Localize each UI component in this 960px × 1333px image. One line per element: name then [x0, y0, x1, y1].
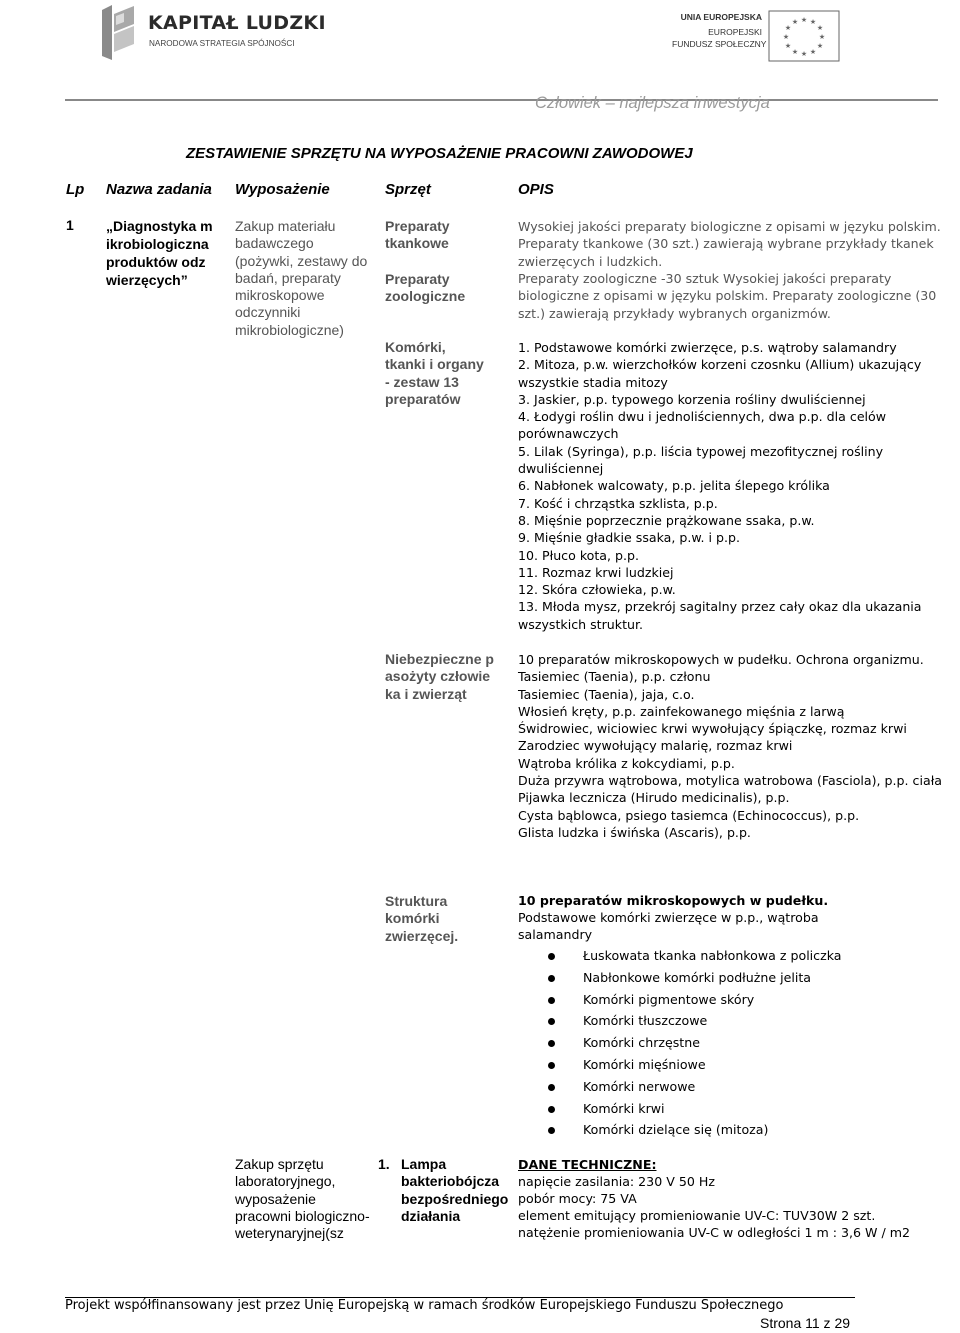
bullet-icon: [548, 1040, 555, 1047]
opis-pasozyty-list: [518, 651, 943, 841]
list-item: 12. Skóra człowieka, p.w.: [518, 582, 676, 598]
list-item: Łuskowata tkanka nabłonkowa z policzka: [518, 945, 943, 967]
list-item: 13. Młoda mysz, przekrój sagitalny przez cały okaz dla ukazania wszystkich struktur.: [518, 599, 922, 632]
row2-wyposazenie: Zakup sprzętu laboratoryjnego, wyposażenie pracowni biologiczno-weterynaryjnej(sz: [235, 1156, 370, 1242]
opis-tkankowe: Wysokiej jakości preparaty biologiczne z opisami w języku polskim. Preparaty tkankowe (30 szt.) zawierają wybrane przykłady tkanek zwierzęcych i ludzkich.: [518, 219, 941, 269]
header-lp: Lp: [66, 181, 85, 198]
svg-text:★: ★: [791, 48, 799, 56]
svg-text:★: ★: [818, 33, 826, 41]
row2-opis-line-2: pobór mocy: 75 VA: [518, 1191, 637, 1206]
svg-text:★: ★: [784, 24, 792, 32]
list-item: 10 preparatów mikroskopowych w pudełku. Ochrona organizmu.: [518, 652, 924, 667]
bullet-icon: [548, 953, 555, 960]
sprzet-tkankowe: Preparaty tkankowe: [385, 218, 450, 252]
kapital-ludzki-emblem-icon: [98, 2, 142, 64]
sprzet-komorki: Komórki, tkanki i organy - zestaw 13 preparatów: [385, 339, 484, 407]
list-item: Włosień kręty, p.p. zainfekowanego mięśnia z larwą: [518, 703, 845, 719]
list-item: Cysta bąblowca, psiego tasiemca (Echinococcus), p.p.: [518, 807, 860, 823]
opis-struktura-heading: 10 preparatów mikroskopowych w pudełku.: [518, 893, 829, 908]
header-opis: OPIS: [518, 181, 554, 198]
row1-lp: 1: [66, 217, 74, 233]
slogan: Człowiek – najlepsza inwestycja: [535, 94, 770, 112]
svg-text:★: ★: [809, 48, 817, 56]
list-item: 2. Mitoza, p.w. wierzchołków korzeni czosnku (Allium) ukazujący wszystkie stadia mitozy: [518, 357, 922, 390]
footer-text: Projekt współfinansowany jest przez Unię Europejską w ramach środków Europejskiego Funduszu Społecznego: [65, 1298, 784, 1313]
bullet-icon: [548, 1084, 555, 1091]
header-rule: [65, 99, 938, 101]
list-item: Glista ludzka i świńska (Ascaris), p.p.: [518, 824, 751, 840]
list-item: Zarodziec wywołujący malarię, rozmaz krwi: [518, 738, 793, 754]
list-item: 7. Kość i chrząstka szklista, p.p.: [518, 495, 718, 511]
kapital-ludzki-subtitle: NARODOWA STRATEGIA SPÓJNOŚCI: [149, 39, 295, 48]
svg-text:★: ★: [816, 24, 824, 32]
list-item: Tasiemiec (Taenia), p.p. członu: [518, 669, 711, 685]
list-item: Komórki tłuszczowe: [518, 1010, 943, 1032]
sprzet-struktura: Struktura komórki zwierzęcej.: [385, 893, 459, 944]
list-item: Komórki chrzęstne: [518, 1032, 943, 1054]
svg-text:★: ★: [816, 42, 824, 50]
eu-line-3: FUNDUSZ SPOŁECZNY: [672, 39, 767, 49]
eu-flag-icon: [768, 10, 840, 62]
opis-struktura-list: [518, 945, 943, 1141]
bullet-icon: [548, 1106, 555, 1113]
sprzet-pasozyty: Niebezpieczne pasożyty człowieka i zwierząt: [385, 651, 494, 702]
list-item: 4. Łodygi roślin dwu i jednoliściennych, dwa p.p. dla celów porównawczych: [518, 409, 887, 442]
eu-logo: [672, 10, 847, 62]
list-item: Tasiemiec (Taenia), jaja, c.o.: [518, 686, 695, 702]
sprzet-zoologiczne: Preparaty zoologiczne: [385, 271, 466, 305]
opis-struktura-intro: Podstawowe komórki zwierzęce w p.p., wątroba salamandry: [518, 910, 819, 943]
row2-sprzet: Lampa bakteriobójcza bezpośredniego działania: [401, 1156, 509, 1224]
svg-text:★: ★: [800, 16, 808, 24]
list-item: 8. Mięśnie poprzecznie prążkowane ssaka, p.w.: [518, 512, 815, 528]
opis-komorki-list: [518, 339, 943, 633]
header-sprzet: Sprzęt: [385, 181, 431, 198]
opis-zoologiczne: Preparaty zoologiczne -30 sztuk Wysokiej jakości preparaty biologiczne z opisami w języku polskim. Preparaty zoologiczne (30 szt.) zawierają przykłady wybranych organizmów.: [518, 271, 937, 321]
eu-line-2: EUROPEJSKI: [708, 27, 762, 37]
row1-wyposazenie: Zakup materiału badawczego (pożywki, zestawy do badań, preparaty mikroskopowe odczynniki mikrobiologiczne): [235, 218, 368, 338]
row2-opis-line-4: natężenie promieniowania UV-C w odległości 1 m : 3,6 W / m2: [518, 1225, 910, 1240]
list-item: Wątroba królika z kokcydiami, p.p.: [518, 755, 735, 771]
row2-sprzet-number: 1.: [378, 1156, 390, 1172]
list-item: 9. Mięśnie gładkie ssaka, p.w. i p.p.: [518, 530, 741, 546]
bullet-icon: [548, 997, 555, 1004]
bullet-icon: [548, 1127, 555, 1134]
row2-opis-heading: DANE TECHNICZNE:: [518, 1157, 657, 1172]
list-item: 1. Podstawowe komórki zwierzęce, p.s. wątroby salamandry: [518, 340, 897, 355]
list-item: 3. Jaskier, p.p. typowego korzenia rośliny dwuliściennej: [518, 391, 866, 407]
list-item: 11. Rozmaz krwi ludzkiej: [518, 564, 674, 580]
header-nazwa: Nazwa zadania: [106, 181, 212, 198]
row1-nazwa: „Diagnostyka mikrobiologiczna produktów odzwierzęcych”: [106, 218, 213, 288]
header-wyposazenie: Wyposażenie: [235, 181, 330, 198]
svg-text:★: ★: [784, 42, 792, 50]
list-item: Nabłonkowe komórki podłużne jelita: [518, 967, 943, 989]
svg-text:★: ★: [809, 18, 817, 26]
kapital-ludzki-logo: [98, 2, 326, 64]
row2-opis-line-1: napięcie zasilania: 230 V 50 Hz: [518, 1174, 715, 1189]
eu-line-1: UNIA EUROPEJSKA: [680, 12, 762, 22]
list-item: 10. Płuco kota, p.p.: [518, 547, 640, 563]
page-number: Strona 11 z 29: [760, 1315, 851, 1331]
row2-opis-line-3: element emitujący promieniowanie UV-C: TUV30W 2 szt.: [518, 1208, 876, 1223]
document-title: ZESTAWIENIE SPRZĘTU NA WYPOSAŻENIE PRACOWNI ZAWODOWEJ: [186, 145, 693, 162]
bullet-icon: [548, 975, 555, 982]
list-item: Komórki dzielące się (mitoza): [518, 1119, 943, 1141]
list-item: Komórki krwi: [518, 1098, 943, 1120]
list-item: Świdrowiec, wiciowiec krwi wywołujący śpiączkę, rozmaz krwi: [518, 721, 907, 737]
bullet-icon: [548, 1062, 555, 1069]
list-item: 6. Nabłonek walcowaty, p.p. jelita ślepego królika: [518, 478, 830, 494]
list-item: Komórki mięśniowe: [518, 1054, 943, 1076]
svg-text:★: ★: [800, 50, 808, 58]
kapital-ludzki-title: KAPITAŁ LUDZKI: [148, 12, 326, 34]
bullet-icon: [548, 1018, 555, 1025]
list-item: Pijawka lecznicza (Hirudo medicinalis), p.p.: [518, 790, 790, 806]
svg-text:★: ★: [791, 18, 799, 26]
list-item: Komórki nerwowe: [518, 1076, 943, 1098]
list-item: 5. Lilak (Syringa), p.p. liścia typowej mezofitycznej rośliny dwuliściennej: [518, 443, 884, 477]
svg-text:★: ★: [782, 33, 790, 41]
list-item: Komórki pigmentowe skóry: [518, 989, 943, 1011]
list-item: Duża przywra wątrobowa, motylica watrobowa (Fasciola), p.p. ciała: [518, 773, 942, 789]
